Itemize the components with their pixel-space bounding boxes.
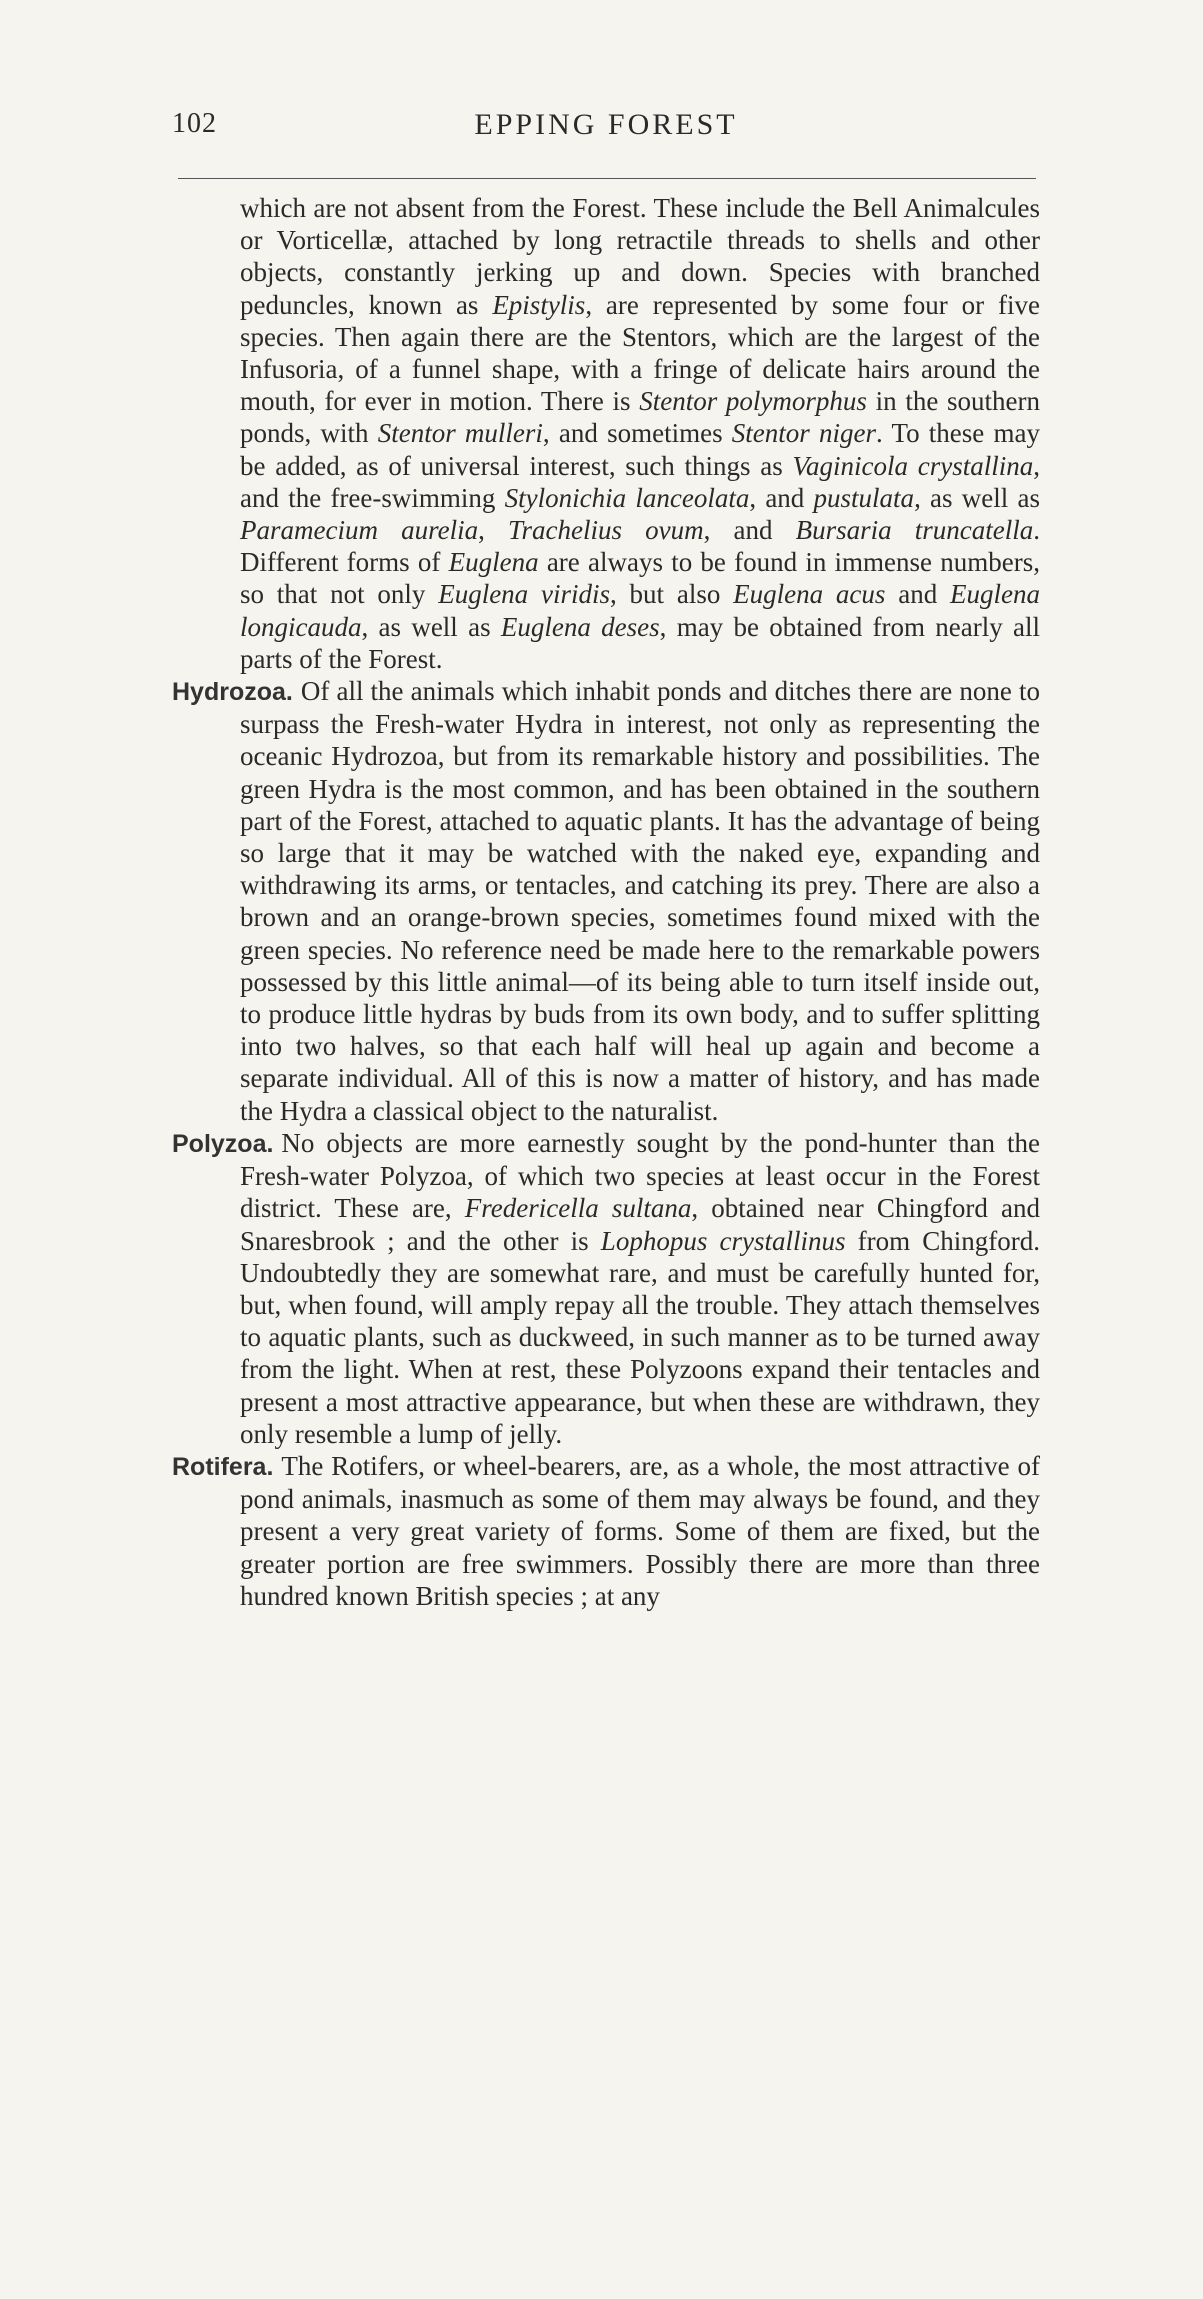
paragraph-polyzoa: Polyzoa. No objects are more earnestly sought by the pond-hunter than the Fresh-water Polyzoa, of which two species at least occur in the Forest district. These are, Fredericella sultana, obtained near Chingford and Snaresbrook ; and the other is Lophopus crystallinus from Chingford. Undoubtedly they are somewhat rare, and must be carefully hunted for, but, when found, will amply repay all the trouble. They attach themselves to aquatic plants, such as duckweed, in such manner as to be turned away from the light. When at rest, these Polyzoons expand their tentacles and present a most attractive appearance, but when these are withdrawn, they only resemble a lump of jelly. xyxy=(172,1127,1040,1449)
section-heading-hydrozoa: Hydrozoa. xyxy=(172,678,293,707)
header-rule xyxy=(178,178,1036,179)
page-header xyxy=(172,108,1040,152)
running-title: EPPING FOREST xyxy=(474,108,738,141)
page-body xyxy=(172,192,1040,1612)
section-heading-polyzoa: Polyzoa. xyxy=(172,1129,274,1158)
section-heading-rotifera: Rotifera. xyxy=(172,1452,274,1481)
page-number: 102 xyxy=(172,108,217,139)
paragraph-hydrozoa: Hydrozoa. Of all the animals which inhabit ponds and ditches there are none to surpass the Fresh-water Hydra in interest, not only as representing the oceanic Hydrozoa, but from its remarkable history and possibilities. The green Hydra is the most common, and has been obtained in the southern part of the Forest, attached to aquatic plants. It has the advantage of being so large that it may be watched with the naked eye, expanding and withdrawing its arms, or tentacles, and catching its prey. There are also a brown and an orange-brown species, sometimes found mixed with the green species. No reference need be made here to the remarkable powers possessed by this little animal—of its being able to turn itself inside out, to produce little hydras by buds from its own body, and to suffer splitting into two halves, so that each half will heal up again and become a separate individual. All of this is now a matter of history, and has made the Hydra a classical object to the naturalist. xyxy=(172,676,1040,1126)
paragraph-rotifera: Rotifera. The Rotifers, or wheel-bearers, are, as a whole, the most attractive of pond animals, inasmuch as some of them may always be found, and they present a very great variety of forms. Some of them are fixed, but the greater portion are free swimmers. Possibly there are more than three hundred known British species ; at any xyxy=(172,1450,1040,1611)
paragraph-infusoria: which are not absent from the Forest. These include the Bell Animalcules or Vorticellæ, attached by long retractile threads to shells and other objects, constantly jerking up and down. Species with branched peduncles, known as Epistylis, are represented by some four or five species. Then again there are the Stentors, which are the largest of the Infusoria, of a funnel shape, with a fringe of delicate hairs around the mouth, for ever in motion. There is Stentor polymorphus in the southern ponds, with Stentor mulleri, and sometimes Stentor niger. To these may be added, as of universal interest, such things as Vaginicola crystallina, and the free-swimming Stylonichia lanceolata, and pustulata, as well as Paramecium aurelia, Trachelius ovum, and Bursaria truncatella. Different forms of Euglena are always to be found in immense numbers, so that not only Euglena viridis, but also Euglena acus and Euglena longicauda, as well as Euglena deses, may be obtained from nearly all parts of the Forest. xyxy=(240,193,1041,674)
